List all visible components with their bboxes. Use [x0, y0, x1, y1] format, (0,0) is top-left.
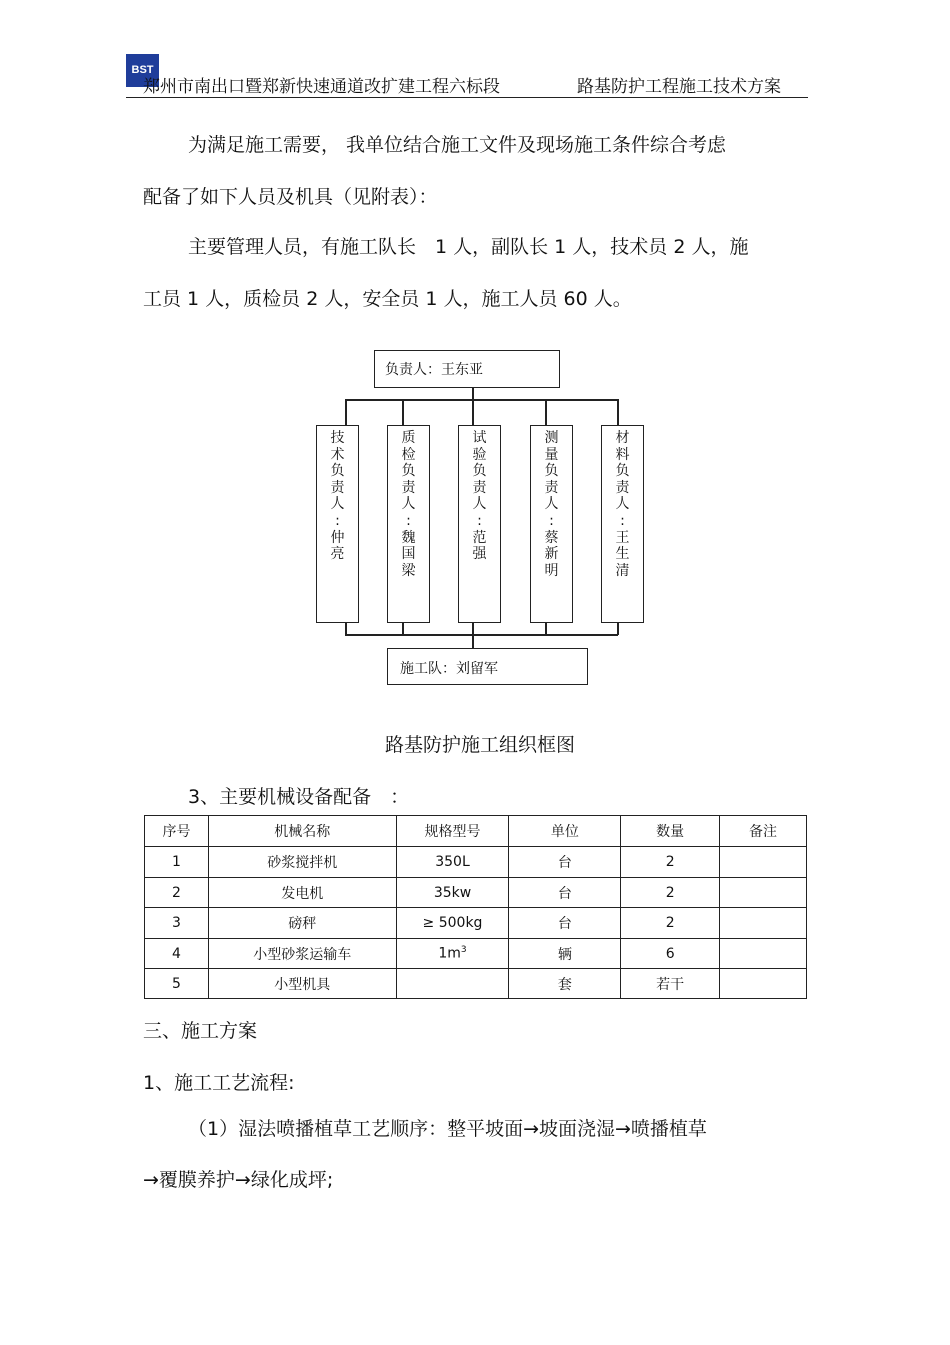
table-cell: ≥ 500kg [396, 908, 509, 939]
branch-char: 亮 [330, 546, 345, 563]
connector [345, 399, 347, 426]
branch-char: 试 [472, 430, 487, 446]
table-cell [720, 969, 807, 999]
branch-char: 人 [472, 496, 487, 513]
table-cell: 2 [621, 847, 720, 878]
company-logo: BST [126, 54, 159, 87]
table-row [145, 908, 807, 939]
org-bottom-label: 施工队：刘留军 [400, 661, 498, 677]
table-cell: 若干 [621, 969, 720, 999]
branch-char: 仲 [330, 529, 345, 546]
branch-char: : [620, 512, 625, 529]
branch-char: 负 [401, 463, 416, 480]
table-row [145, 939, 807, 969]
table-cell: 4 [145, 939, 209, 969]
table-cell: 砂浆搅拌机 [208, 847, 396, 878]
intro-line-1: 为满足施工需要， 我单位结合施工文件及现场施工条件综合考虑 [188, 134, 727, 156]
branch-char: 生 [615, 546, 630, 563]
column-header: 数量 [621, 816, 720, 847]
table-cell: 5 [145, 969, 209, 999]
staff-line-1: 主要管理人员，有施工队长 1 人，副队长 1 人，技术员 2 人，施 [188, 236, 749, 258]
org-branch-box [601, 425, 644, 623]
intro-line-2: 配备了如下人员及机具（见附表）： [143, 186, 438, 208]
branch-char: 负 [615, 463, 630, 480]
org-branch-box [458, 425, 501, 623]
column-header: 序号 [145, 816, 209, 847]
branch-char: : [477, 512, 482, 529]
process-line-1: （1）湿法喷播植草工艺顺序：整平坡面→坡面浇湿→喷播植草 [188, 1118, 707, 1140]
branch-char: 技 [330, 430, 345, 446]
spec-value: 1m [438, 945, 461, 962]
connector [472, 399, 474, 426]
table-cell: 台 [509, 847, 621, 878]
branch-char: 质 [401, 430, 416, 446]
branch-char: 人 [615, 496, 630, 513]
branch-char: 责 [330, 479, 345, 496]
table-row [145, 969, 807, 999]
table-cell: 1 [145, 847, 209, 878]
column-header: 机械名称 [208, 816, 396, 847]
table-cell: 套 [509, 969, 621, 999]
staff-line-2: 工员 1 人，质检员 2 人，安全员 1 人，施工人员 60 人。 [143, 288, 632, 310]
table-cell [720, 847, 807, 878]
table-cell [720, 878, 807, 908]
branch-char: 料 [615, 446, 630, 463]
subsection-title: 1、施工工艺流程: [143, 1072, 295, 1094]
table-cell: 35kw [396, 878, 509, 908]
table-cell: 台 [509, 908, 621, 939]
branch-char: 验 [472, 446, 487, 463]
table-cell: 小型砂浆运输车 [208, 939, 396, 969]
branch-char: 强 [472, 546, 487, 563]
branch-char: : [406, 512, 411, 529]
table-cell: 350L [396, 847, 509, 878]
table-cell [720, 908, 807, 939]
connector [617, 399, 619, 426]
header-document-title: 路基防护工程施工技术方案 [577, 77, 781, 97]
branch-char: 检 [401, 446, 416, 463]
header-project-title: 郑州市南出口暨郑新快速通道改扩建工程六标段 [143, 77, 500, 97]
column-header: 单位 [509, 816, 621, 847]
branch-char: 蔡 [544, 529, 559, 546]
table-cell: 发电机 [208, 878, 396, 908]
org-branch-box [316, 425, 359, 623]
connector [345, 634, 618, 636]
branch-char: 王 [615, 529, 630, 546]
branch-char: 新 [544, 546, 559, 563]
branch-char: 范 [472, 529, 487, 546]
process-line-2: →覆膜养护→绿化成坪; [143, 1169, 334, 1191]
org-bottom-box [387, 648, 588, 685]
table-row [145, 878, 807, 908]
column-header: 规格型号 [396, 816, 509, 847]
table-cell: 台 [509, 878, 621, 908]
table-cell [396, 969, 509, 999]
org-chart-caption: 路基防护施工组织框图 [385, 734, 576, 756]
table-cell: 2 [621, 908, 720, 939]
table-cell: 2 [145, 878, 209, 908]
branch-char: 术 [330, 446, 345, 463]
connector [345, 399, 618, 401]
branch-char: 责 [401, 479, 416, 496]
branch-char: 梁 [401, 562, 416, 579]
table-cell [720, 939, 807, 969]
branch-char: 负 [544, 463, 559, 480]
branch-char: : [335, 512, 340, 529]
branch-char: 人 [544, 496, 559, 513]
branch-char: 明 [544, 562, 559, 579]
section-title: 三、施工方案 [143, 1020, 258, 1042]
branch-char: 测 [544, 430, 559, 446]
branch-char: 责 [544, 479, 559, 496]
superscript-cube: 3 [460, 945, 467, 956]
connector [545, 399, 547, 426]
org-branch-box [387, 425, 430, 623]
org-branch-box [530, 425, 573, 623]
table-cell: 6 [621, 939, 720, 969]
branch-char: 责 [615, 479, 630, 496]
branch-char: 清 [615, 562, 630, 579]
branch-char: 负 [472, 463, 487, 480]
table-cell: 3 [145, 908, 209, 939]
connector [402, 399, 404, 426]
connector [472, 622, 474, 649]
equipment-heading: 3、主要机械设备配备 ： [188, 786, 410, 808]
org-top-box [374, 350, 560, 388]
branch-char: 人 [401, 496, 416, 513]
branch-char: : [549, 512, 554, 529]
table-header-row [145, 816, 807, 847]
column-header: 备注 [720, 816, 807, 847]
table-cell: 辆 [509, 939, 621, 969]
table-cell: 2 [621, 878, 720, 908]
table-cell: 磅秤 [208, 908, 396, 939]
branch-char: 人 [330, 496, 345, 513]
table-cell [396, 939, 509, 969]
branch-char: 魏 [401, 529, 416, 546]
header-divider [126, 97, 808, 98]
branch-char: 责 [472, 479, 487, 496]
table-row [145, 847, 807, 878]
branch-char: 量 [544, 446, 559, 463]
branch-char: 负 [330, 463, 345, 480]
equipment-table [144, 815, 807, 999]
branch-char: 材 [615, 430, 630, 446]
branch-char: 国 [401, 546, 416, 563]
org-top-label: 负责人：王东亚 [385, 362, 483, 378]
table-cell: 小型机具 [208, 969, 396, 999]
